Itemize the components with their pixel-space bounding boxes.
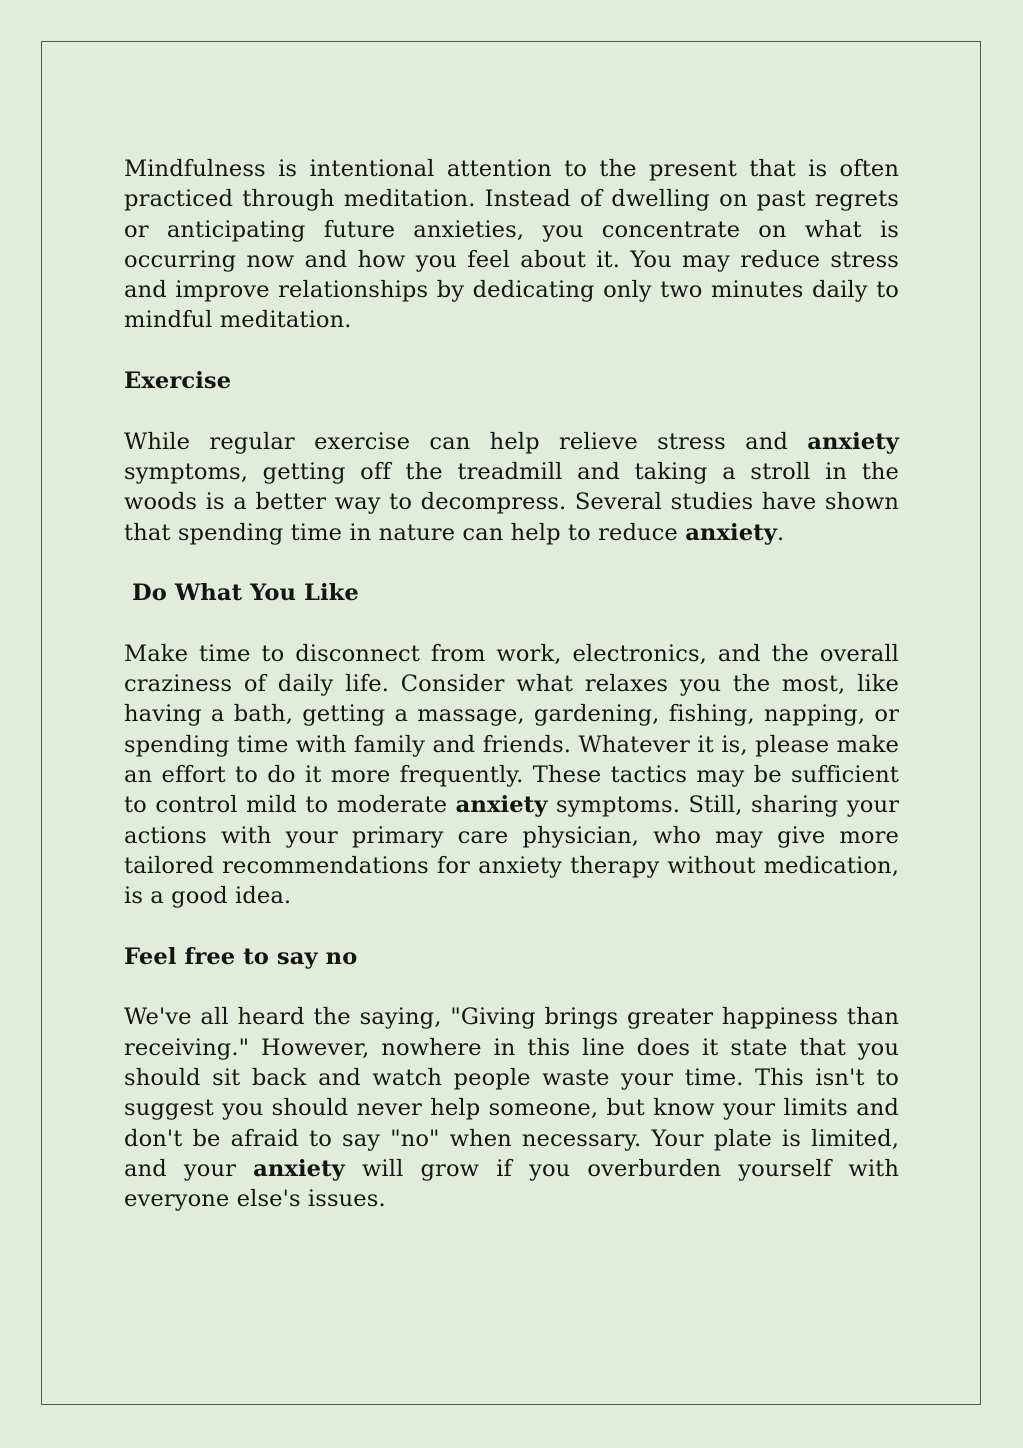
text-run: symptoms, getting off the treadmill and taking a stroll in the woods is a better way to decompress. Several studies have shown that spending time in nature can help to reduce [124,458,899,546]
text-run: While regular exercise can help relieve stress and [124,428,808,455]
intro-paragraph [124,154,899,336]
document-body [124,154,899,1245]
text-run: Mindfulness is intentional attention to the present that is often practiced through meditation. Instead of dwelling on past regrets or anticipating future anxieties, you concentrate on what is occurring now and how you feel about it. You may reduce stress and improve relationships by dedicating only two minutes daily to mindful meditation. [124,156,899,334]
emphasis-keyword: anxiety [685,519,777,546]
exercise-paragraph [124,427,899,548]
heading-exercise: Exercise [124,368,232,395]
text-run: will grow if you overburden yourself with everyone else's issues. [124,1155,899,1213]
emphasis-keyword: anxiety [807,428,899,455]
text-run: . [776,519,785,546]
text-run: symptoms. Still, sharing your actions with your primary care physician, who may give more tailored recommendations for anxiety therapy without medication, is a good idea. [124,792,900,910]
heading-do-what-you-like: Do What You Like [132,580,359,607]
text-run: We've all heard the saying, "Giving brings greater happiness than receiving." However, nowhere in this line does it state that you should sit back and watch people waste your time. This isn't to suggest you should never help someone, but know your limits and don't be afraid to say "no" when necessary. Your plate is limited, and your [124,1004,899,1182]
do-what-you-like-paragraph [124,639,899,912]
emphasis-keyword: anxiety [253,1155,345,1182]
say-no-paragraph [124,1002,899,1214]
heading-feel-free-to-say-no: Feel free to say no [124,943,358,970]
emphasis-keyword: anxiety [455,792,548,819]
text-run: Make time to disconnect from work, electronics, and the overall craziness of daily life. Consider what relaxes you the most, like having a bath, getting a massage, gardening, fishing, napping, or spending time with family and friends. Whatever it is, please make an effort to do it more frequently. These tactics may be sufficient to control mild to moderate [124,640,899,819]
